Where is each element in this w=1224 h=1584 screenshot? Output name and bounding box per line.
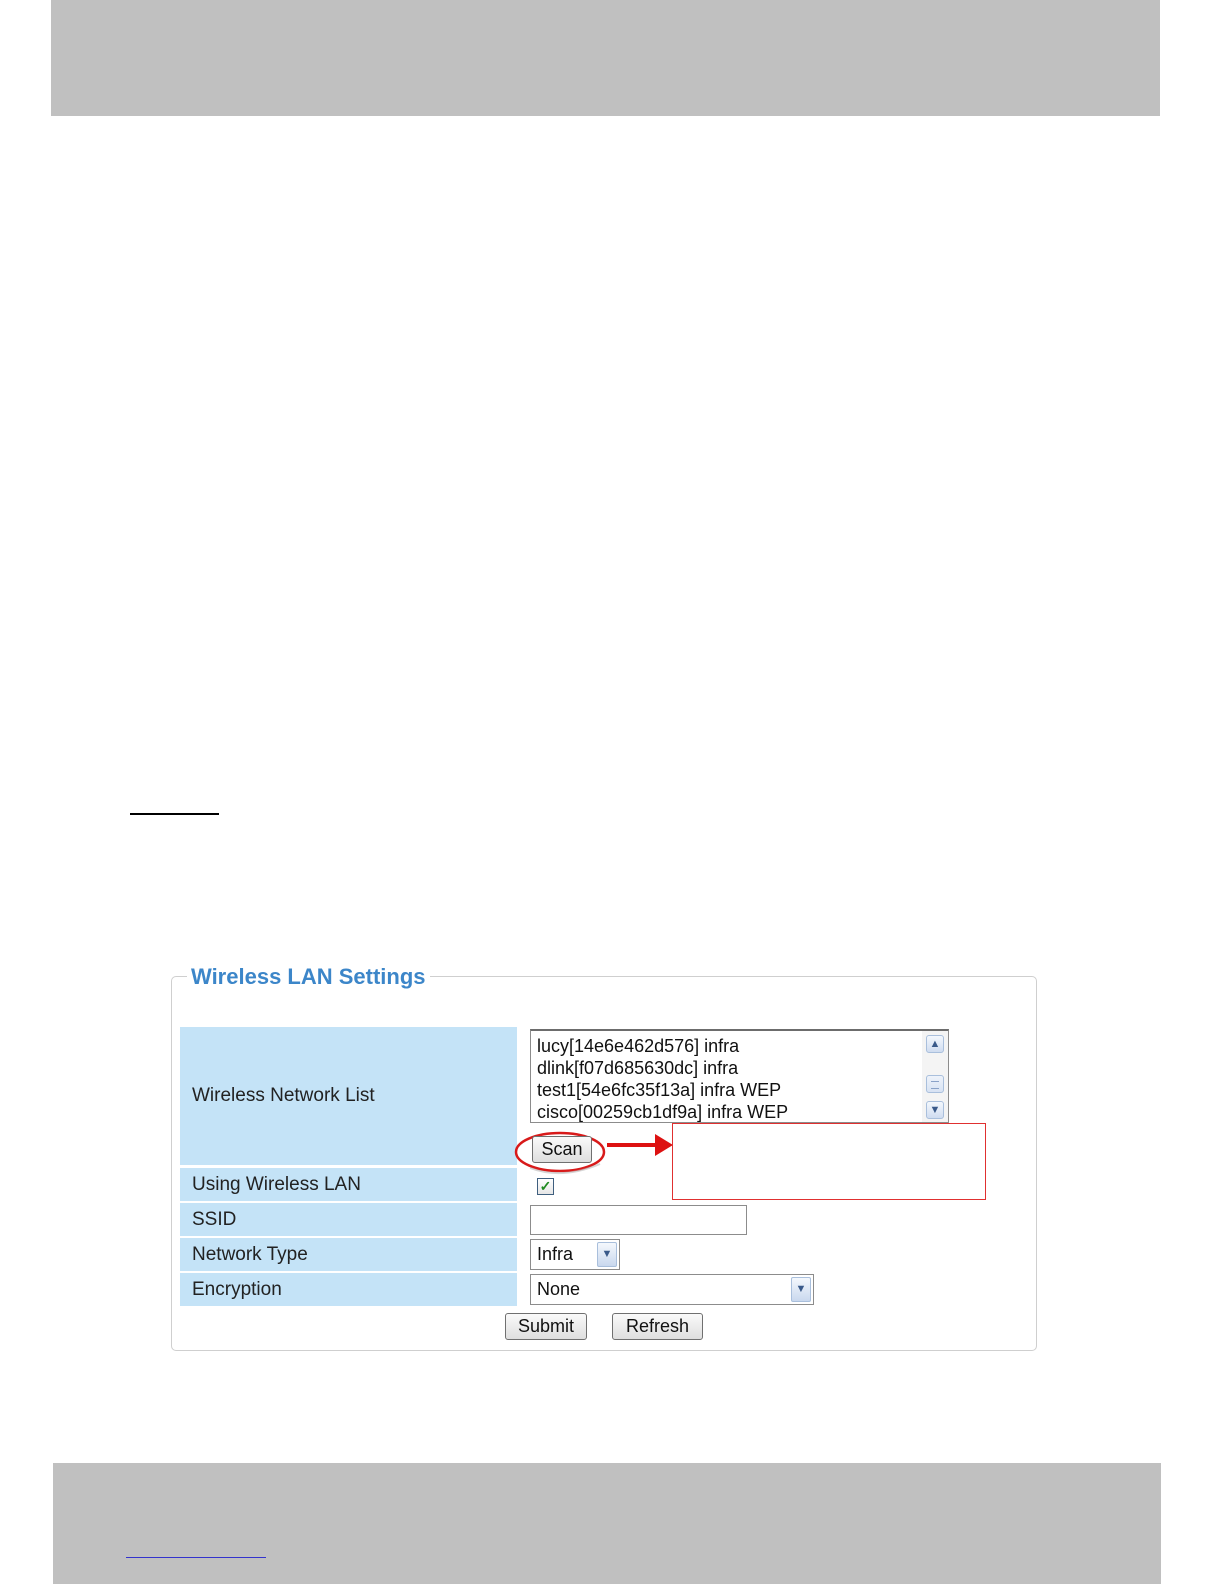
annotation-callout-box <box>672 1123 986 1200</box>
page-header-band <box>51 0 1160 116</box>
footer-link-underline <box>126 1557 266 1558</box>
encryption-select[interactable] <box>530 1274 814 1305</box>
red-arrow-head-icon <box>655 1134 673 1156</box>
dropdown-arrow-icon[interactable]: ▼ <box>597 1242 617 1267</box>
dropdown-arrow-icon[interactable]: ▼ <box>791 1277 811 1302</box>
network-list-item[interactable]: dlink[f07d685630dc] infra <box>537 1058 739 1078</box>
listbox-scrollbar[interactable] <box>922 1031 948 1122</box>
refresh-button[interactable]: Refresh <box>612 1313 703 1340</box>
scroll-down-icon[interactable]: ▼ <box>926 1101 944 1119</box>
wireless-network-listbox[interactable] <box>530 1029 949 1123</box>
encryption-label: Encryption <box>180 1273 517 1306</box>
scan-button[interactable]: Scan <box>532 1136 592 1163</box>
network-type-label: Network Type <box>180 1238 517 1271</box>
checkmark-icon: ✓ <box>539 1178 552 1194</box>
encryption-value: None <box>537 1279 581 1299</box>
using-wlan-checkbox[interactable] <box>537 1178 554 1195</box>
network-type-value: Infra <box>537 1244 574 1264</box>
network-list-item[interactable]: test1[54e6fc35f13a] infra WEP <box>537 1080 782 1100</box>
ssid-input[interactable] <box>530 1205 747 1235</box>
page-footer-band <box>53 1463 1161 1584</box>
red-arrow-icon <box>607 1143 657 1147</box>
ssid-label: SSID <box>180 1203 517 1236</box>
network-list-item[interactable]: cisco[00259cb1df9a] infra WEP <box>537 1102 789 1122</box>
panel-title: Wireless LAN Settings <box>187 963 430 991</box>
submit-button[interactable]: Submit <box>505 1313 587 1340</box>
scroll-up-icon[interactable]: ▲ <box>926 1035 944 1053</box>
note-underline <box>130 813 219 815</box>
scroll-thumb-icon[interactable] <box>926 1075 944 1093</box>
network-list-item[interactable]: lucy[14e6e462d576] infra <box>537 1036 740 1056</box>
network-list-label: Wireless Network List <box>180 1027 517 1165</box>
using-wlan-label: Using Wireless LAN <box>180 1168 517 1201</box>
network-type-select[interactable] <box>530 1239 620 1270</box>
